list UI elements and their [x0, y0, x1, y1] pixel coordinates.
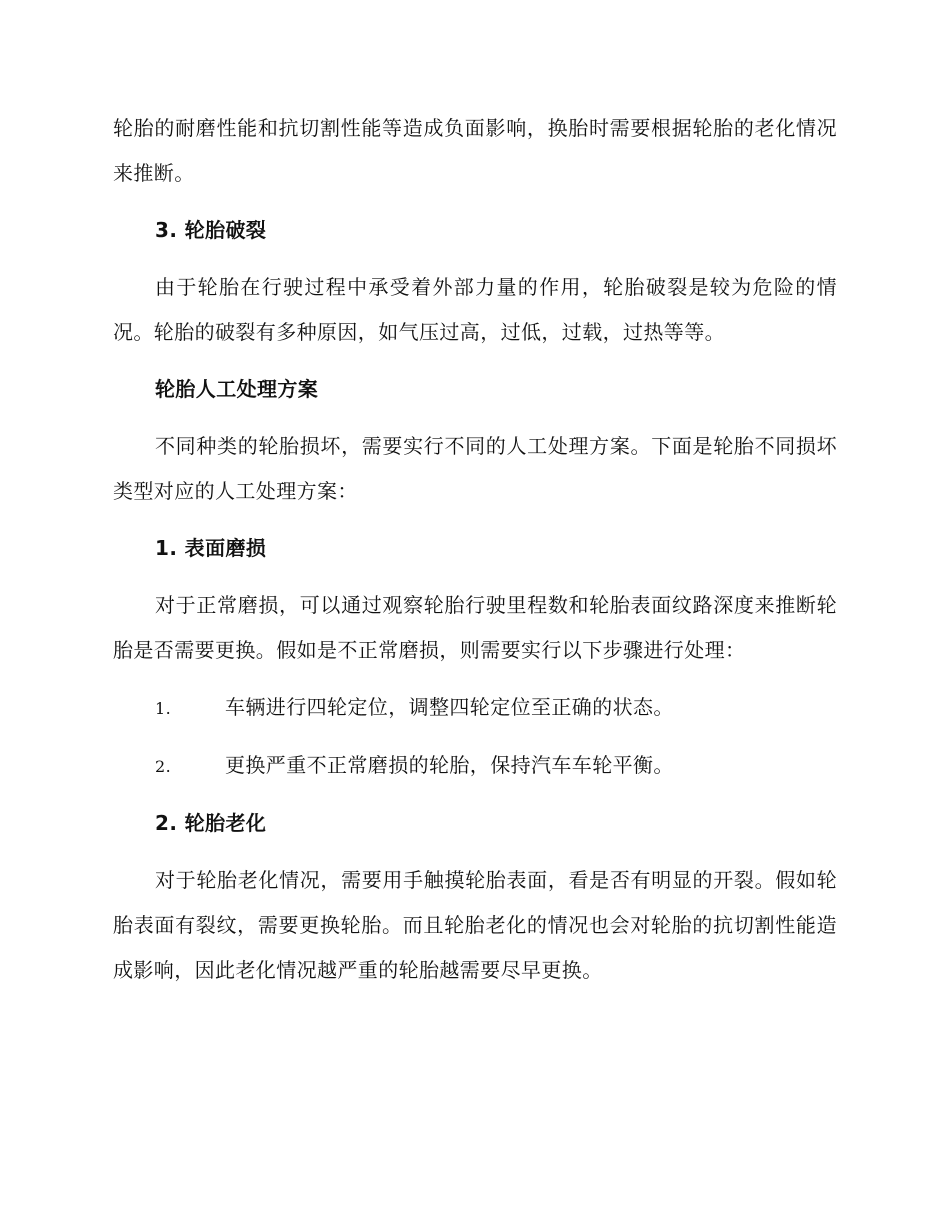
heading-tire-burst: 3. 轮胎破裂 — [155, 218, 267, 242]
list-item — [113, 743, 837, 789]
paragraph-manual-treatment: 不同种类的轮胎损坏，需要实行不同的人工处理方案。下面是轮胎不同损坏类型对应的人工处理方案： — [113, 434, 837, 503]
heading-manual-treatment: 轮胎人工处理方案 — [155, 377, 319, 401]
heading-surface-wear: 1. 表面磨损 — [155, 536, 267, 560]
list-item-text: 更换严重不正常磨损的轮胎，保持汽车车轮平衡。 — [225, 753, 674, 777]
list-item — [113, 685, 837, 731]
list-item-number: 1. — [155, 699, 172, 718]
heading-tire-aging: 2. 轮胎老化 — [155, 811, 267, 835]
paragraph-surface-wear: 对于正常磨损，可以通过观察轮胎行驶里程数和轮胎表面纹路深度来推断轮胎是否需要更换。假如是不正常磨损，则需要实行以下步骤进行处理： — [113, 593, 837, 662]
paragraph-tire-aging: 对于轮胎老化情况，需要用手触摸轮胎表面，看是否有明显的开裂。假如轮胎表面有裂纹，需要更换轮胎。而且轮胎老化的情况也会对轮胎的抗切割性能造成影响，因此老化情况越严重的轮胎越需要尽早更换。 — [113, 868, 837, 982]
document-body — [113, 106, 837, 993]
paragraph-aging-continued: 轮胎的耐磨性能和抗切割性能等造成负面影响，换胎时需要根据轮胎的老化情况来推断。 — [113, 116, 837, 185]
paragraph-tire-burst: 由于轮胎在行驶过程中承受着外部力量的作用，轮胎破裂是较为危险的情况。轮胎的破裂有多种原因，如气压过高，过低，过载，过热等等。 — [113, 275, 837, 344]
list-item-number: 2. — [155, 757, 172, 776]
list-item-text: 车辆进行四轮定位，调整四轮定位至正确的状态。 — [225, 695, 674, 719]
